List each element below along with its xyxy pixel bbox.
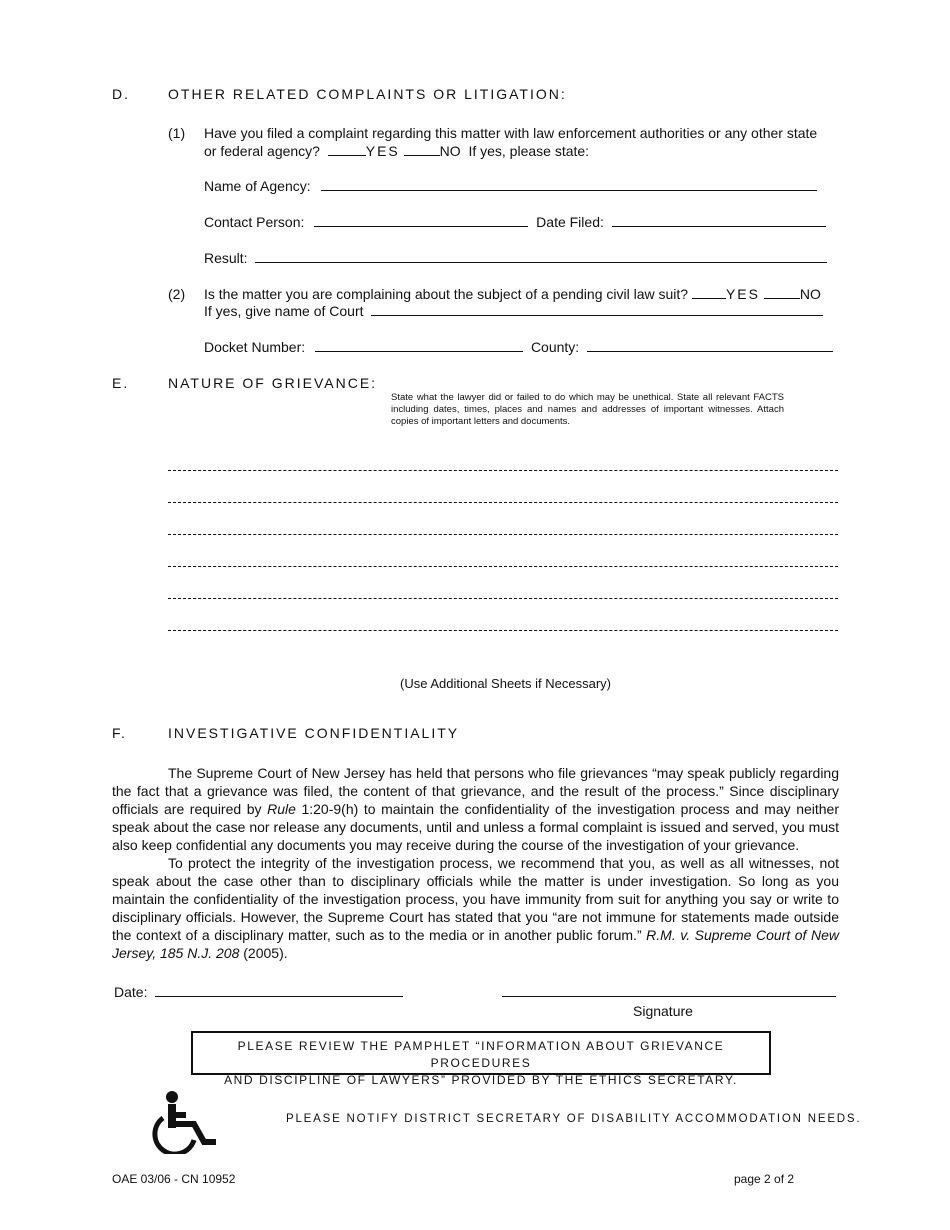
section-e-letter: E.: [112, 375, 130, 391]
section-d-title: OTHER RELATED COMPLAINTS OR LITIGATION:: [168, 86, 567, 102]
section-d-letter: D.: [112, 86, 130, 102]
contact-row: [204, 214, 826, 230]
grievance-line[interactable]: [168, 598, 838, 599]
section-e-title: NATURE OF GRIEVANCE:: [168, 375, 378, 391]
paragraph-2-text-a: To protect the integrity of the investigation process, we recommend that you, as well as all witnesses, not speak about the case other than to disciplinary officials while the matter is under investigation. So long as you maintain the confidentiality of the investigation process, you have immunity from suit for anything you say or write to disciplinary officials. However, the Supreme Court has stated that you “are not immune for statements made outside the context of a disciplinary matter, such as to the media or in another public forum.”: [112, 855, 839, 943]
question-1-number: (1): [168, 125, 186, 141]
case-citation: R.M. v. Supreme Court of New Jersey, 185 N.J. 208: [112, 927, 839, 961]
date-field[interactable]: [155, 984, 403, 997]
grievance-instructions: State what the lawyer did or failed to do which may be unethical. State all relevant FACTS including dates, times, places and names and addresses of important witnesses. Attach copies of important letters and documents.: [391, 392, 784, 427]
court-field[interactable]: [371, 303, 823, 316]
contact-person-label: Contact Person:: [204, 214, 305, 230]
docket-row: [204, 339, 833, 355]
result-label: Result:: [204, 250, 248, 266]
paragraph-1-text-b: 1:20-9(h) to maintain the confidentiality of the investigation process and may neither speak about the case nor release any documents, until and unless a formal complaint is issued and served, you must also keep confidential any documents you may receive during the course of the investigation of your grievance.: [112, 801, 839, 853]
date-label: Date:: [114, 984, 148, 1000]
contact-person-field[interactable]: [314, 214, 528, 227]
page-number: page 2 of 2: [734, 1172, 795, 1186]
question-2-number: (2): [168, 286, 186, 302]
section-f-title: INVESTIGATIVE CONFIDENTIALITY: [168, 725, 460, 741]
county-field[interactable]: [587, 339, 833, 352]
result-field[interactable]: [255, 250, 827, 263]
form-id: OAE 03/06 - CN 10952: [112, 1172, 236, 1186]
pamphlet-notice-line-2: AND DISCIPLINE OF LAWYERS” PROVIDED BY THE ETHICS SECRETARY.: [224, 1073, 738, 1087]
docket-number-label: Docket Number:: [204, 339, 306, 355]
question-2-no-blank[interactable]: [764, 286, 800, 299]
additional-sheets-note: (Use Additional Sheets if Necessary): [400, 676, 611, 691]
grievance-line[interactable]: [168, 502, 838, 503]
agency-label: Name of Agency:: [204, 178, 311, 194]
disability-notice: PLEASE NOTIFY DISTRICT SECRETARY OF DISABILITY ACCOMMODATION NEEDS.: [286, 1113, 862, 1125]
court-row: [204, 303, 823, 319]
agency-field[interactable]: [321, 178, 817, 191]
confidentiality-text: [112, 764, 839, 962]
wheelchair-accessibility-icon: [150, 1090, 220, 1154]
question-1-no-blank[interactable]: [404, 143, 440, 156]
question-1-text: Have you filed a complaint regarding this matter with law enforcement authorities or any other state: [204, 125, 818, 141]
rule-italic: Rule: [267, 801, 296, 817]
grievance-line[interactable]: [168, 630, 838, 631]
question-1-agency-prompt: or federal agency?: [204, 143, 320, 159]
question-1-if-yes: If yes, please state:: [468, 143, 590, 159]
question-2-no-label: NO: [799, 286, 821, 302]
grievance-line[interactable]: [168, 534, 838, 535]
pamphlet-notice-box: [191, 1031, 771, 1087]
signature-label: Signature: [633, 1003, 693, 1019]
confidentiality-paragraph-2: [112, 854, 839, 962]
question-2-yes-label: YES: [725, 286, 760, 302]
date-row: [114, 984, 403, 1000]
agency-row: [204, 178, 817, 194]
date-filed-label: Date Filed:: [536, 214, 604, 230]
section-f-letter: F.: [112, 725, 127, 741]
question-1-yes-label: YES: [365, 143, 400, 159]
result-row: [204, 250, 827, 266]
confidentiality-paragraph-1: [112, 764, 839, 854]
question-2-text: Is the matter you are complaining about the subject of a pending civil law suit?: [204, 286, 689, 302]
question-2-yes-blank[interactable]: [692, 286, 726, 299]
docket-number-field[interactable]: [315, 339, 523, 352]
question-1-no-label: NO: [439, 143, 461, 159]
grievance-line[interactable]: [168, 566, 838, 567]
county-label: County:: [530, 339, 580, 355]
date-filed-field[interactable]: [612, 214, 826, 227]
court-label: If yes, give name of Court: [204, 303, 364, 319]
paragraph-1-text-a: The Supreme Court of New Jersey has held that persons who file grievances “may speak publicly regarding the fact that a grievance was filed, the content of that grievance, and the result of the process.” Since disciplinary officials are required by: [112, 765, 839, 817]
question-1-line2: [204, 143, 589, 159]
question-2-line1: [204, 286, 821, 302]
signature-field[interactable]: [502, 984, 836, 997]
pamphlet-notice-line-1: PLEASE REVIEW THE PAMPHLET “INFORMATION ABOUT GRIEVANCE PROCEDURES: [237, 1039, 725, 1070]
grievance-line[interactable]: [168, 470, 838, 471]
paragraph-2-text-b: (2005).: [239, 945, 288, 961]
question-1-yes-blank[interactable]: [328, 143, 366, 156]
signature-row: [502, 984, 836, 1000]
